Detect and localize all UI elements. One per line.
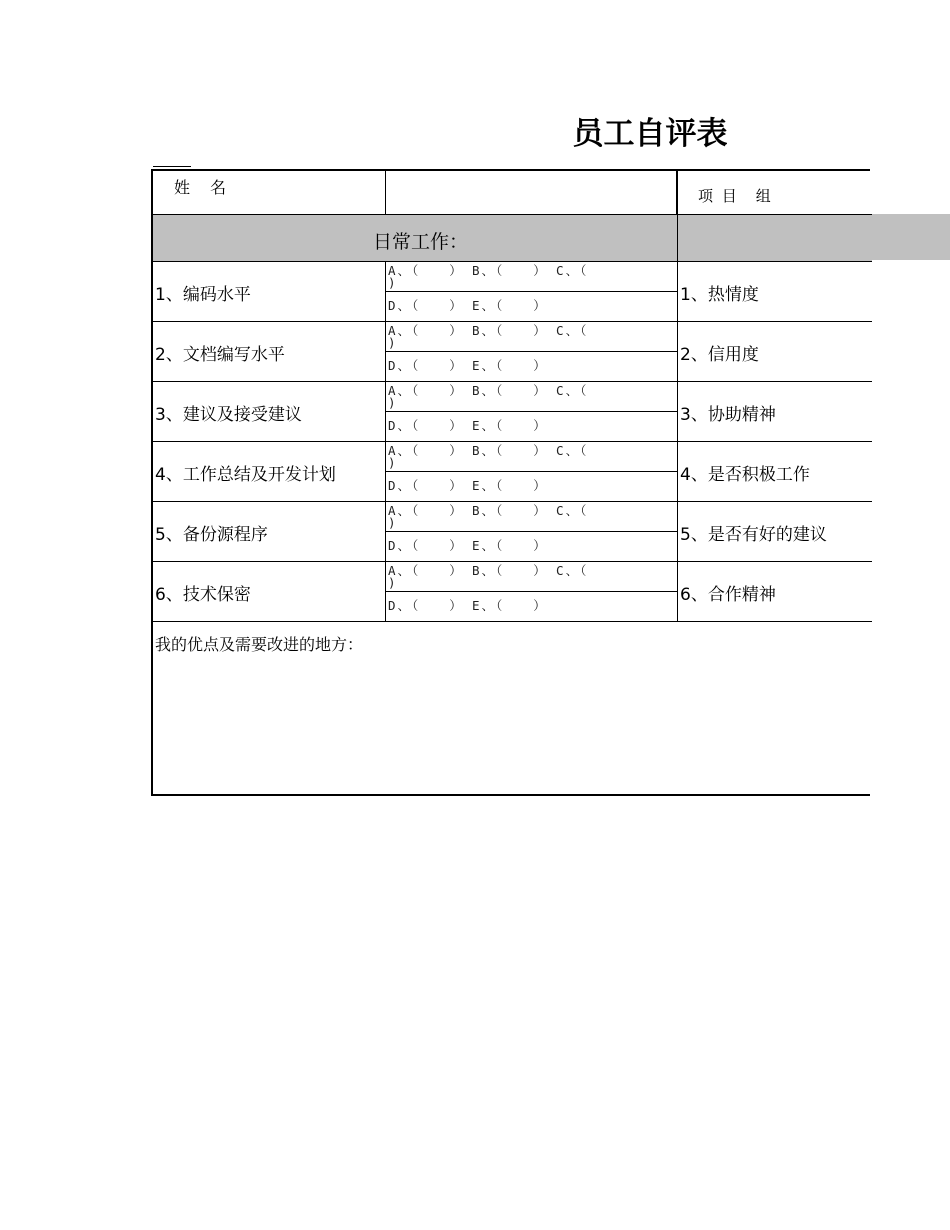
rating-options[interactable] [386,262,678,321]
rating-wrap: ) [388,455,396,470]
notes-label: 我的优点及需要改进的地方： [155,635,364,654]
rating-options[interactable] [386,322,678,381]
rating-line-1 [386,382,678,412]
daily-work-title: 日常工作： [373,231,469,253]
rating-abc[interactable]: A、（ ） B、（ ） C、（ [388,503,589,518]
rating-options[interactable] [386,382,678,441]
item-cell [153,562,386,621]
rating-de[interactable]: D、（ ） E、（ ） [388,298,548,313]
right-item-label: 3、协助精神 [680,405,776,425]
right-item-label: 6、合作精神 [680,585,776,605]
rating-wrap: ) [388,395,396,410]
section-header-overflow [870,214,950,260]
item-cell [153,322,386,381]
item-label: 2、文档编写水平 [155,345,285,365]
rating-de[interactable]: D、（ ） E、（ ） [388,538,548,553]
evaluation-form [151,169,870,796]
rating-line-1 [386,502,678,532]
table-row [153,502,872,562]
page-title: 员工自评表 [572,116,728,152]
project-group-cell[interactable] [678,171,872,214]
divider [153,166,191,167]
item-label: 6、技术保密 [155,585,251,605]
rating-options[interactable] [386,442,678,501]
item-cell [153,262,386,321]
project-group-label: 项 目 组 [698,187,773,205]
item-cell [153,502,386,561]
rating-abc[interactable]: A、（ ） B、（ ） C、（ [388,443,589,458]
right-item-label: 4、是否积极工作 [680,465,810,485]
rating-abc[interactable]: A、（ ） B、（ ） C、（ [388,323,589,338]
rating-de[interactable]: D、（ ） E、（ ） [388,478,548,493]
rating-abc[interactable]: A、（ ） B、（ ） C、（ [388,263,589,278]
notes-section[interactable] [153,625,872,796]
rating-options[interactable] [386,502,678,561]
item-label: 4、工作总结及开发计划 [155,465,336,485]
rating-options[interactable] [386,562,678,621]
right-item-cell [678,442,872,501]
right-item-cell [678,562,872,621]
rating-wrap: ) [388,575,396,590]
table-row [153,262,872,322]
table-row [153,442,872,502]
rating-de[interactable]: D、（ ） E、（ ） [388,418,548,433]
item-cell [153,382,386,441]
section-header-row [153,215,872,262]
rating-abc[interactable]: A、（ ） B、（ ） C、（ [388,383,589,398]
table-row [153,562,872,622]
name-label: 姓 名 [174,178,229,197]
rating-line-1 [386,442,678,472]
rating-line-1 [386,322,678,352]
right-item-label: 1、热情度 [680,285,759,305]
table-row [153,322,872,382]
item-cell [153,442,386,501]
rating-line-1 [386,562,678,592]
daily-work-header [153,215,678,261]
right-item-cell [678,322,872,381]
right-item-cell [678,502,872,561]
rating-line-1 [386,262,678,292]
right-item-cell [678,382,872,441]
item-label: 1、编码水平 [155,285,251,305]
item-label: 3、建议及接受建议 [155,405,302,425]
header-row [153,171,872,215]
rating-abc[interactable]: A、（ ） B、（ ） C、（ [388,563,589,578]
rating-de[interactable]: D、（ ） E、（ ） [388,598,548,613]
right-item-cell [678,262,872,321]
name-label-cell [153,171,386,214]
rating-wrap: ) [388,275,396,290]
rating-wrap: ) [388,515,396,530]
right-item-label: 5、是否有好的建议 [680,525,827,545]
table-row [153,382,872,442]
rating-de[interactable]: D、（ ） E、（ ） [388,358,548,373]
rating-wrap: ) [388,335,396,350]
right-item-label: 2、信用度 [680,345,759,365]
item-label: 5、备份源程序 [155,525,268,545]
name-field[interactable] [386,171,678,214]
